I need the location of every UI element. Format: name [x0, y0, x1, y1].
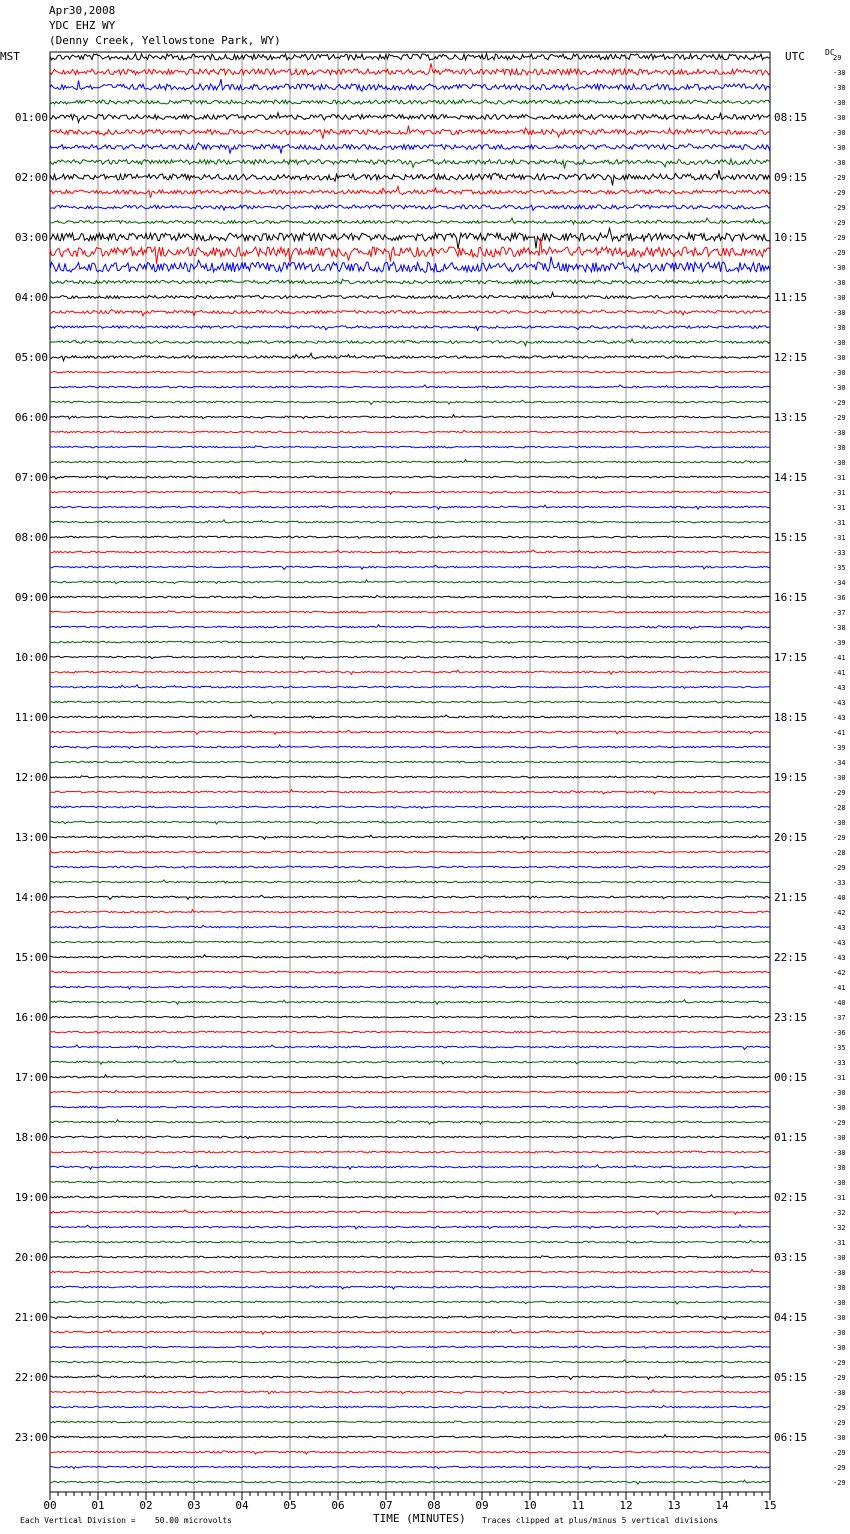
x-tick-label: 05 — [283, 1499, 297, 1512]
dc-offset-value: -28 — [833, 849, 846, 857]
station-location: (Denny Creek, Yellowstone Park, WY) — [49, 34, 281, 47]
seismic-trace — [50, 1375, 770, 1379]
seismic-trace — [50, 866, 770, 868]
left-time-label: 10:00 — [14, 651, 48, 664]
seismic-trace — [50, 126, 770, 139]
seismic-trace — [50, 79, 770, 91]
station-code: YDC EHZ WY — [49, 19, 116, 32]
right-time-label: 19:15 — [774, 771, 808, 784]
dc-offset-value: -29 — [833, 234, 846, 242]
x-tick-label: 02 — [139, 1499, 153, 1512]
dc-offset-value: -29 — [833, 204, 846, 212]
dc-offset-value: -30 — [833, 1389, 846, 1397]
seismic-trace — [50, 1000, 770, 1005]
seismic-trace — [50, 670, 770, 674]
right-time-label: 06:15 — [774, 1431, 808, 1444]
dc-offset-value: -31 — [833, 519, 846, 527]
dc-offset-value: -31 — [833, 474, 846, 482]
right-time-label: 13:15 — [774, 411, 808, 424]
seismic-trace — [50, 1060, 770, 1064]
dc-offset-value: -29 — [833, 834, 846, 842]
right-time-label: 17:15 — [774, 651, 808, 664]
right-time-label: 20:15 — [774, 831, 808, 844]
seismic-trace — [50, 641, 770, 644]
dc-offset-value: -43 — [833, 684, 846, 692]
right-time-label: 14:15 — [774, 471, 808, 484]
seismic-trace — [50, 986, 770, 989]
seismic-trace — [50, 1106, 770, 1108]
seismic-trace — [50, 353, 770, 361]
dc-offset-value: -30 — [833, 339, 846, 347]
seismic-trace — [50, 1136, 770, 1139]
left-time-label: 14:00 — [14, 891, 48, 904]
seismic-trace — [50, 1016, 770, 1018]
seismic-trace — [50, 1270, 770, 1273]
seismic-trace — [50, 310, 770, 316]
x-tick-label: 09 — [475, 1499, 489, 1512]
dc-offset-value: -41 — [833, 984, 846, 992]
seismic-trace — [50, 1210, 770, 1214]
seismic-trace — [50, 745, 770, 749]
x-tick-label: 11 — [571, 1499, 585, 1512]
right-time-label: 18:15 — [774, 711, 808, 724]
dc-offset-value: -29 — [833, 789, 846, 797]
dc-offset-value: -30 — [833, 1284, 846, 1292]
left-time-label: 17:00 — [14, 1071, 48, 1084]
right-time-label: 09:15 — [774, 171, 808, 184]
left-time-label: 08:00 — [14, 531, 48, 544]
dc-offset-value: -30 — [833, 1344, 846, 1352]
dc-offset-value: -29 — [833, 1419, 846, 1427]
dc-offset-value: -30 — [833, 354, 846, 362]
seismic-trace — [50, 895, 770, 899]
dc-offset-value: -30 — [833, 1164, 846, 1172]
x-tick-label: 06 — [331, 1499, 345, 1512]
x-tick-label: 08 — [427, 1499, 441, 1512]
dc-offset-value: -30 — [833, 69, 846, 77]
dc-offset-value: -39 — [833, 744, 846, 752]
dc-offset-value: -29 — [833, 1464, 846, 1472]
seismic-trace — [50, 1151, 770, 1154]
x-tick-label: 10 — [523, 1499, 537, 1512]
left-time-label: 15:00 — [14, 951, 48, 964]
left-time-label: 09:00 — [14, 591, 48, 604]
dc-offset-value: -34 — [833, 579, 846, 587]
seismic-trace — [50, 99, 770, 104]
dc-offset-value: -30 — [833, 84, 846, 92]
left-time-label: 03:00 — [14, 231, 48, 244]
dc-offset-value: -31 — [833, 534, 846, 542]
seismic-trace — [50, 371, 770, 373]
dc-offset-value: -40 — [833, 999, 846, 1007]
seismic-trace — [50, 715, 770, 718]
dc-offset-value: -30 — [833, 1314, 846, 1322]
seismic-trace — [50, 385, 770, 388]
seismic-trace — [50, 257, 770, 273]
seismic-trace — [50, 520, 770, 523]
dc-offset-value: -30 — [833, 1299, 846, 1307]
dc-offset-value: -30 — [833, 444, 846, 452]
dc-offset-value: -30 — [833, 294, 846, 302]
dc-offset-value: -43 — [833, 939, 846, 947]
left-time-label: 02:00 — [14, 171, 48, 184]
right-time-label: 04:15 — [774, 1311, 808, 1324]
dc-offset-value: -42 — [833, 909, 846, 917]
seismic-trace — [50, 806, 770, 809]
left-time-label: 23:00 — [14, 1431, 48, 1444]
left-time-label: 06:00 — [14, 411, 48, 424]
dc-offset-value: -38 — [833, 624, 846, 632]
seismic-trace — [50, 476, 770, 479]
right-time-label: 21:15 — [774, 891, 808, 904]
left-time-label: 18:00 — [14, 1131, 48, 1144]
left-time-label: 16:00 — [14, 1011, 48, 1024]
dc-offset-value: -35 — [833, 564, 846, 572]
dc-offset-value: -42 — [833, 969, 846, 977]
x-tick-label: 04 — [235, 1499, 249, 1512]
dc-offset-value: -30 — [833, 159, 846, 167]
seismic-trace — [50, 1165, 770, 1170]
right-time-label: 23:15 — [774, 1011, 808, 1024]
seismic-trace — [50, 293, 770, 299]
right-time-label: 03:15 — [774, 1251, 808, 1264]
seismic-trace — [50, 63, 770, 75]
right-time-label: 00:15 — [774, 1071, 808, 1084]
dc-offset-value: -29 — [833, 1119, 846, 1127]
dc-offset-value: -29 — [833, 1479, 846, 1487]
seismic-trace — [50, 491, 770, 494]
x-tick-label: 15 — [763, 1499, 777, 1512]
left-time-label: 12:00 — [14, 771, 48, 784]
dc-offset-value: -31 — [833, 1074, 846, 1082]
dc-offset-value: -30 — [833, 384, 846, 392]
seismic-trace — [50, 238, 770, 264]
seismic-trace — [50, 1480, 770, 1484]
seismic-trace — [50, 505, 770, 509]
dc-offset-value: -36 — [833, 594, 846, 602]
dc-offset-value: -43 — [833, 699, 846, 707]
seismic-trace — [50, 1031, 770, 1033]
dc-offset-value: -30 — [833, 1254, 846, 1262]
dc-offset-value: -31 — [833, 1194, 846, 1202]
dc-offset-value: 29 — [833, 54, 842, 62]
dc-offset-value: -37 — [833, 1014, 846, 1022]
seismic-trace — [50, 228, 770, 249]
seismic-trace — [50, 339, 770, 346]
seismic-trace — [50, 143, 770, 154]
seismic-trace — [50, 821, 770, 824]
dc-offset-value: -30 — [833, 1179, 846, 1187]
x-tick-label: 03 — [187, 1499, 201, 1512]
seismic-trace — [50, 1316, 770, 1319]
seismic-trace — [50, 1256, 770, 1258]
seismic-trace — [50, 1195, 770, 1198]
dc-offset-value: -33 — [833, 549, 846, 557]
seismic-trace — [50, 1181, 770, 1183]
dc-offset-value: -29 — [833, 1404, 846, 1412]
dc-offset-value: -33 — [833, 879, 846, 887]
dc-offset-value: -30 — [833, 1134, 846, 1142]
dc-offset-value: -30 — [833, 1434, 846, 1442]
x-tick-label: 00 — [43, 1499, 57, 1512]
dc-offset-value: -29 — [833, 399, 846, 407]
dc-offset-value: -29 — [833, 219, 846, 227]
seismic-trace — [50, 186, 770, 198]
right-time-label: 10:15 — [774, 231, 808, 244]
dc-offset-value: -30 — [833, 1269, 846, 1277]
seismic-trace — [50, 446, 770, 448]
left-time-label: 22:00 — [14, 1371, 48, 1384]
seismic-trace — [50, 1286, 770, 1289]
seismic-trace — [50, 1120, 770, 1124]
seismic-trace — [50, 941, 770, 943]
dc-offset-value: -29 — [833, 189, 846, 197]
dc-offset-value: -29 — [833, 249, 846, 257]
x-tick-label: 14 — [715, 1499, 729, 1512]
dc-offset-value: -39 — [833, 639, 846, 647]
clip-note: Traces clipped at plus/minus 5 vertical divisions — [482, 1516, 719, 1525]
dc-offset-value: -36 — [833, 1029, 846, 1037]
dc-offset-value: -29 — [833, 174, 846, 182]
left-time-label: 05:00 — [14, 351, 48, 364]
right-time-label: 15:15 — [774, 531, 808, 544]
x-tick-label: 13 — [667, 1499, 681, 1512]
dc-offset-value: -37 — [833, 609, 846, 617]
x-tick-label: 07 — [379, 1499, 393, 1512]
right-time-label: 08:15 — [774, 111, 808, 124]
dc-offset-value: -30 — [833, 99, 846, 107]
seismic-trace — [50, 790, 770, 794]
dc-offset-value: -35 — [833, 1044, 846, 1052]
x-tick-label: 12 — [619, 1499, 633, 1512]
seismic-trace — [50, 1075, 770, 1078]
dc-offset-value: -29 — [833, 414, 846, 422]
dc-offset-value: -41 — [833, 729, 846, 737]
seismic-trace — [50, 159, 770, 169]
seismic-trace — [50, 1045, 770, 1050]
right-time-label: 01:15 — [774, 1131, 808, 1144]
seismic-trace — [50, 1435, 770, 1438]
left-time-label: 11:00 — [14, 711, 48, 724]
vertical-scale-note: Each Vertical Division = 50.00 microvolts — [20, 1516, 232, 1525]
right-timezone-label: UTC — [785, 50, 805, 63]
dc-offset-value: -30 — [833, 369, 846, 377]
seismic-trace — [50, 971, 770, 974]
dc-offset-value: -30 — [833, 309, 846, 317]
seismic-trace — [50, 279, 770, 284]
dc-offset-value: -32 — [833, 1209, 846, 1217]
x-axis-title: TIME (MINUTES) — [373, 1512, 466, 1525]
seismic-trace — [50, 415, 770, 419]
left-time-label: 19:00 — [14, 1191, 48, 1204]
right-time-label: 02:15 — [774, 1191, 808, 1204]
dc-offset-header: DC — [825, 48, 835, 57]
seismic-trace — [50, 205, 770, 210]
seismic-trace — [50, 536, 770, 538]
dc-offset-value: -31 — [833, 489, 846, 497]
left-time-label: 07:00 — [14, 471, 48, 484]
seismic-trace — [50, 1466, 770, 1469]
dc-offset-value: -33 — [833, 1059, 846, 1067]
left-time-label: 20:00 — [14, 1251, 48, 1264]
seismic-trace — [50, 1330, 770, 1335]
seismic-trace — [50, 850, 770, 854]
seismic-trace — [50, 1360, 770, 1363]
dc-offset-value: -30 — [833, 819, 846, 827]
seismic-trace — [50, 685, 770, 689]
seismic-trace — [50, 611, 770, 613]
dc-offset-value: -29 — [833, 1359, 846, 1367]
dc-offset-value: -40 — [833, 894, 846, 902]
dc-offset-value: -41 — [833, 654, 846, 662]
seismic-trace — [50, 550, 770, 553]
dc-offset-value: -30 — [833, 1329, 846, 1337]
left-timezone-label: MST — [0, 50, 20, 63]
seismic-trace — [50, 1390, 770, 1394]
dc-offset-value: -30 — [833, 279, 846, 287]
dc-offset-value: -30 — [833, 1149, 846, 1157]
seismic-trace — [50, 656, 770, 659]
right-time-label: 11:15 — [774, 291, 808, 304]
dc-offset-value: -30 — [833, 129, 846, 137]
seismic-trace — [50, 565, 770, 569]
dc-offset-value: -30 — [833, 1104, 846, 1112]
seismic-trace — [50, 760, 770, 763]
dc-offset-value: -30 — [833, 774, 846, 782]
seismic-trace — [50, 955, 770, 959]
seismic-trace — [50, 625, 770, 629]
dc-offset-value: -29 — [833, 864, 846, 872]
dc-offset-value: -43 — [833, 714, 846, 722]
right-time-label: 12:15 — [774, 351, 808, 364]
seismic-trace — [50, 218, 770, 224]
plot-frame — [50, 52, 770, 1492]
dc-offset-value: -41 — [833, 669, 846, 677]
dc-offset-value: -28 — [833, 804, 846, 812]
seismic-trace — [50, 430, 770, 433]
dc-offset-value: -31 — [833, 1239, 846, 1247]
dc-offset-value: -30 — [833, 1089, 846, 1097]
seismic-trace — [50, 113, 770, 123]
seismic-trace — [50, 325, 770, 330]
right-time-label: 05:15 — [774, 1371, 808, 1384]
left-time-label: 01:00 — [14, 111, 48, 124]
dc-offset-value: -30 — [833, 264, 846, 272]
dc-offset-value: -32 — [833, 1224, 846, 1232]
seismic-trace — [50, 880, 770, 883]
dc-offset-value: -30 — [833, 429, 846, 437]
x-tick-label: 01 — [91, 1499, 105, 1512]
seismic-trace — [50, 595, 770, 598]
dc-offset-value: -43 — [833, 924, 846, 932]
dc-offset-value: -30 — [833, 144, 846, 152]
seismic-trace — [50, 1240, 770, 1243]
dc-offset-value: -29 — [833, 1449, 846, 1457]
dc-offset-value: -30 — [833, 114, 846, 122]
seismic-trace — [50, 580, 770, 584]
left-time-label: 21:00 — [14, 1311, 48, 1324]
left-time-label: 13:00 — [14, 831, 48, 844]
seismic-trace — [50, 730, 770, 734]
seismic-trace — [50, 925, 770, 928]
seismic-trace — [50, 1421, 770, 1423]
right-time-label: 22:15 — [774, 951, 808, 964]
left-time-label: 04:00 — [14, 291, 48, 304]
seismic-trace — [50, 1090, 770, 1093]
seismic-trace — [50, 1405, 770, 1408]
seismic-trace — [50, 460, 770, 463]
seismic-trace — [50, 1451, 770, 1454]
dc-offset-value: -31 — [833, 504, 846, 512]
dc-offset-value: -43 — [833, 954, 846, 962]
seismic-trace — [50, 910, 770, 913]
seismic-trace — [50, 776, 770, 778]
right-time-label: 16:15 — [774, 591, 808, 604]
seismic-trace — [50, 170, 770, 186]
dc-offset-value: -30 — [833, 324, 846, 332]
seismic-trace — [50, 1225, 770, 1229]
seismic-trace — [50, 400, 770, 404]
seismic-trace — [50, 835, 770, 839]
plot-date: Apr30,2008 — [49, 4, 116, 17]
dc-offset-value: -30 — [833, 459, 846, 467]
seismic-trace — [50, 1301, 770, 1304]
dc-offset-value: -29 — [833, 1374, 846, 1382]
seismic-trace — [50, 1346, 770, 1348]
seismic-trace — [50, 701, 770, 703]
dc-offset-value: -34 — [833, 759, 846, 767]
seismic-trace — [50, 54, 770, 61]
